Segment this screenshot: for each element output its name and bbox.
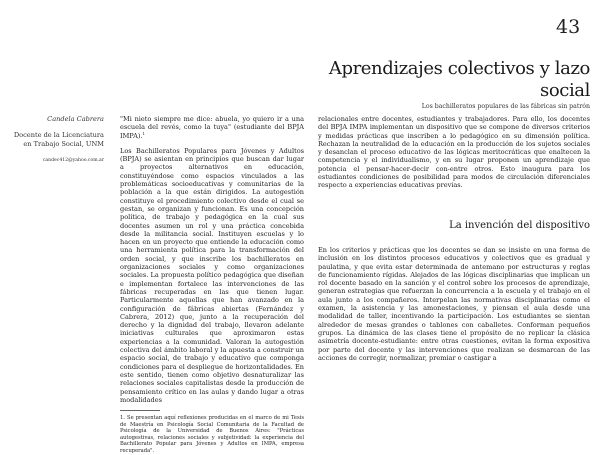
epigraph: [120, 115, 304, 140]
footnote: 1. Se presentan aquí reflexiones producidas en el marco de mi Tesis de Maestría en Psicología Social Comunitaria de la Facultad de Psicología de la Universidad de Buenos Aires: "Prácticas autogestivas, relaciones sociales y subjetividad: la experiencia del Bachillerato Popular para Jóvenes y Adultos en IMPA, empresa recuperada".: [120, 415, 304, 454]
left-column: [120, 115, 304, 404]
right-column-top: [318, 115, 590, 190]
footnote-ref[interactable]: 1: [142, 130, 146, 136]
right-column-section: [318, 246, 590, 362]
paragraph-dispositivo: En los criterios y prácticas que los docentes se dan se insiste en una forma de inclusión en los distintos procesos educativos y colectivos que es gradual y paulatina, y que evita estar determinada de antemano por estructuras y reglas de funcionamiento rígidas. Alejados de las lógicas disciplinarias que implican un rol docente basado en la sanción y el control sobre los procesos de aprendizaje, generan estrategias que refuerzan la concurrencia a la escuela y el trabajo en el aula junto a los compañeros. Interpelan las normativas disciplinarias como el examen, la asistencia y las amonestaciones, y piensan el aula desde una modalidad de taller, incentivando la participación. Los estudiantes se sientan alrededor de mesas grandes o tablones con caballetes. Conforman pequeños grupos. La dinámica de las clases tiene el propósito de no replicar la clásica asimetría docente-estudiante: entre otras cuestiones, evitan la forma expositiva por parte del docente y las intervenciones que realizan se desmarcan de las acciones de corregir, normalizar, premiar o castigar a: [318, 246, 590, 362]
footnote-divider: [120, 410, 160, 411]
author-email[interactable]: candec412@yahoo.com.ar: [42, 157, 104, 163]
author-block: [10, 115, 104, 165]
section-heading: La invención del dispositivo: [449, 220, 590, 231]
paragraph-intro: Los Bachilleratos Populares para Jóvenes y Adultos (BPJA) se asientan en principios que buscan dar lugar a proyectos alternativos en educación, constituyéndose como espacios vinculados a las problemáticas socioeducativas y comunitarias de la población a la que están dirigidos. La autogestión constituye el procedimiento colectivo desde el cual se gestan, se organizan y funcionan. Es una concepción política, de trabajo y pedagógica en la cual sus docentes asumen un rol y una práctica concebida desde la militancia social. Instituyen escuelas y lo hacen en un proyecto que entiende la educación como una herramienta política para la transformación del orden social, y que inscribe los bachilleratos en organizaciones sociales y como organizaciones sociales. La propuesta político pedagógica que diseñan e implementan fortalece las intervenciones de las fábricas recuperadas en las que tienen lugar. Particularmente aquellas que han avanzado en la configuración de fábricas abiertas (Fernández y Cabrera, 2012) que, junto a la recuperación del derecho y la dignidad del trabajo, llevaron adelante iniciativas culturales que aproximaron estas experiencias a la comunidad. Valoran la autogestión colectiva del ámbito laboral y la apuesta a construir un espacio social, de trabajo y educativo que componga condiciones para el despliegue de horizontalidades. En este sentido, tienen como objetivo desnaturalizar las relaciones sociales capitalistas desde la producción de pensamiento crítico en las aulas y dando lugar a otras modalidades: [120, 146, 304, 404]
paragraph-intro-continued: relacionales entre docentes, estudiantes y trabajadores. Para ello, los docentes del BPJA IMPA implementan un dispositivo que se compone de diversos criterios y medidas prácticas que inscriben a lo pedagógico en su dimensión política. Rechazan la neutralidad de la educación en la producción de los sujetos sociales y desanclan el proceso educativo de las lógicas meritocráticas que enaltecen la competencia y el individualismo, y en su lugar proponen un aprendizaje que potencia el pensar-hacer-decir con-entre otros. Esto inaugura para los estudiantes condiciones de posibilidad para modos de circulación diferenciales respecto a experiencias educativas previas.: [318, 115, 590, 190]
page-number: 43: [556, 16, 581, 38]
epigraph-text: "Mi nieto siempre me dice: abuela, yo quiero ir a una escuela del revés, como la tuya" (estudiante del BPJA IMPA).: [120, 115, 304, 140]
author-affiliation: Docente de la Licenciatura en Trabajo Social, UNM: [13, 131, 104, 149]
author-name: Candela Cabrera: [47, 115, 104, 123]
article-subtitle: Los bachilleratos populares de las fábricas sin patrón: [421, 103, 590, 110]
article-title: Aprendizajes colectivos y lazo social: [328, 58, 590, 101]
